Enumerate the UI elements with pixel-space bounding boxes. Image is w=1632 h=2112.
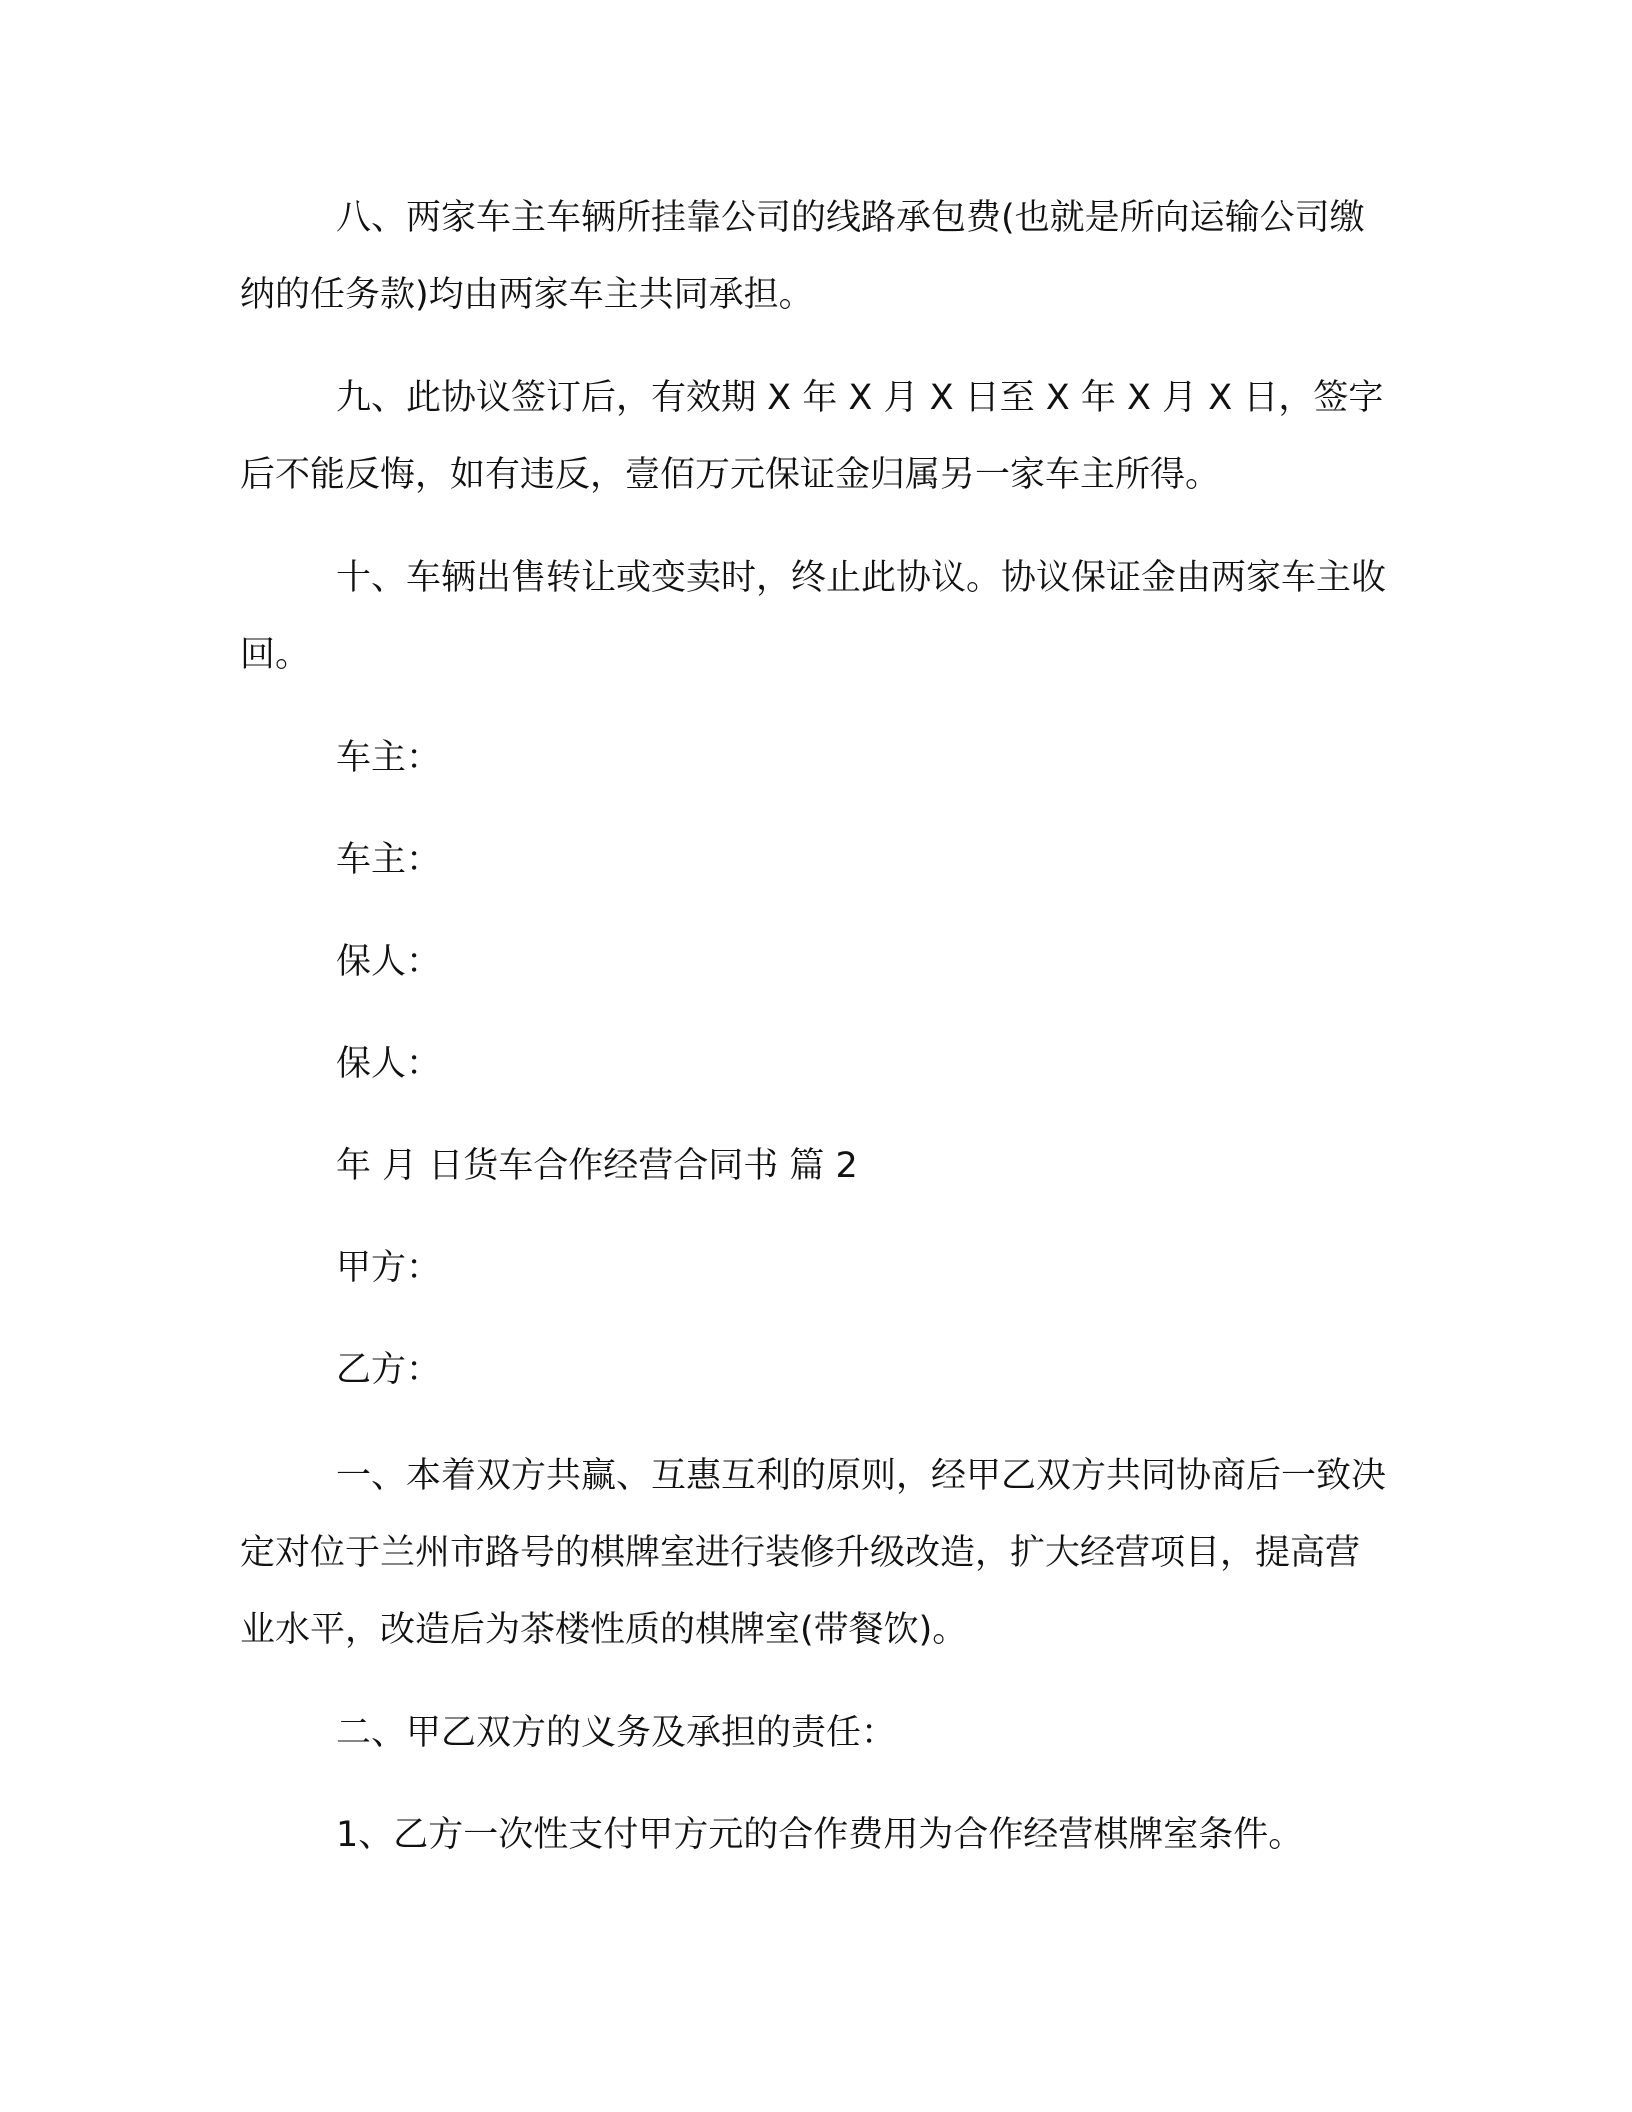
contract-title-section-2: 年 月 日货车合作经营合同书 篇 2 bbox=[336, 1146, 858, 1186]
party-b-line: 乙方： bbox=[336, 1350, 442, 1390]
guarantor-signature-line-2: 保人： bbox=[336, 1044, 442, 1084]
clause-2: 二、甲乙双方的义务及承担的责任： bbox=[336, 1713, 897, 1753]
clause-8: 八、两家车主车辆所挂靠公司的线路承包费(也就是所向运输公司缴纳的任务款)均由两家车主共同承担。 bbox=[240, 198, 1365, 315]
party-a-line: 甲方： bbox=[336, 1248, 442, 1288]
guarantor-signature-line-1: 保人： bbox=[336, 942, 442, 982]
owner-signature-line-1: 车主： bbox=[336, 738, 442, 778]
clause-10: 十、车辆出售转让或变卖时，终止此协议。协议保证金由两家车主收回。 bbox=[240, 558, 1387, 675]
clause-9: 九、此协议签订后，有效期 X 年 X 月 X 日至 X 年 X 月 X 日，签字后不能反悔，如有违反，壹佰万元保证金归属另一家车主所得。 bbox=[240, 378, 1384, 495]
clause-1: 一、本着双方共赢、互惠互利的原则，经甲乙双方共同协商后一致决定对位于兰州市路号的棋牌室进行装修升级改造，扩大经营项目，提高营业水平，改造后为茶楼性质的棋牌室(带餐饮)。 bbox=[240, 1456, 1387, 1650]
owner-signature-line-2: 车主： bbox=[336, 840, 442, 880]
clause-2-item-1: 1、乙方一次性支付甲方元的合作费用为合作经营棋牌室条件。 bbox=[336, 1815, 1304, 1855]
